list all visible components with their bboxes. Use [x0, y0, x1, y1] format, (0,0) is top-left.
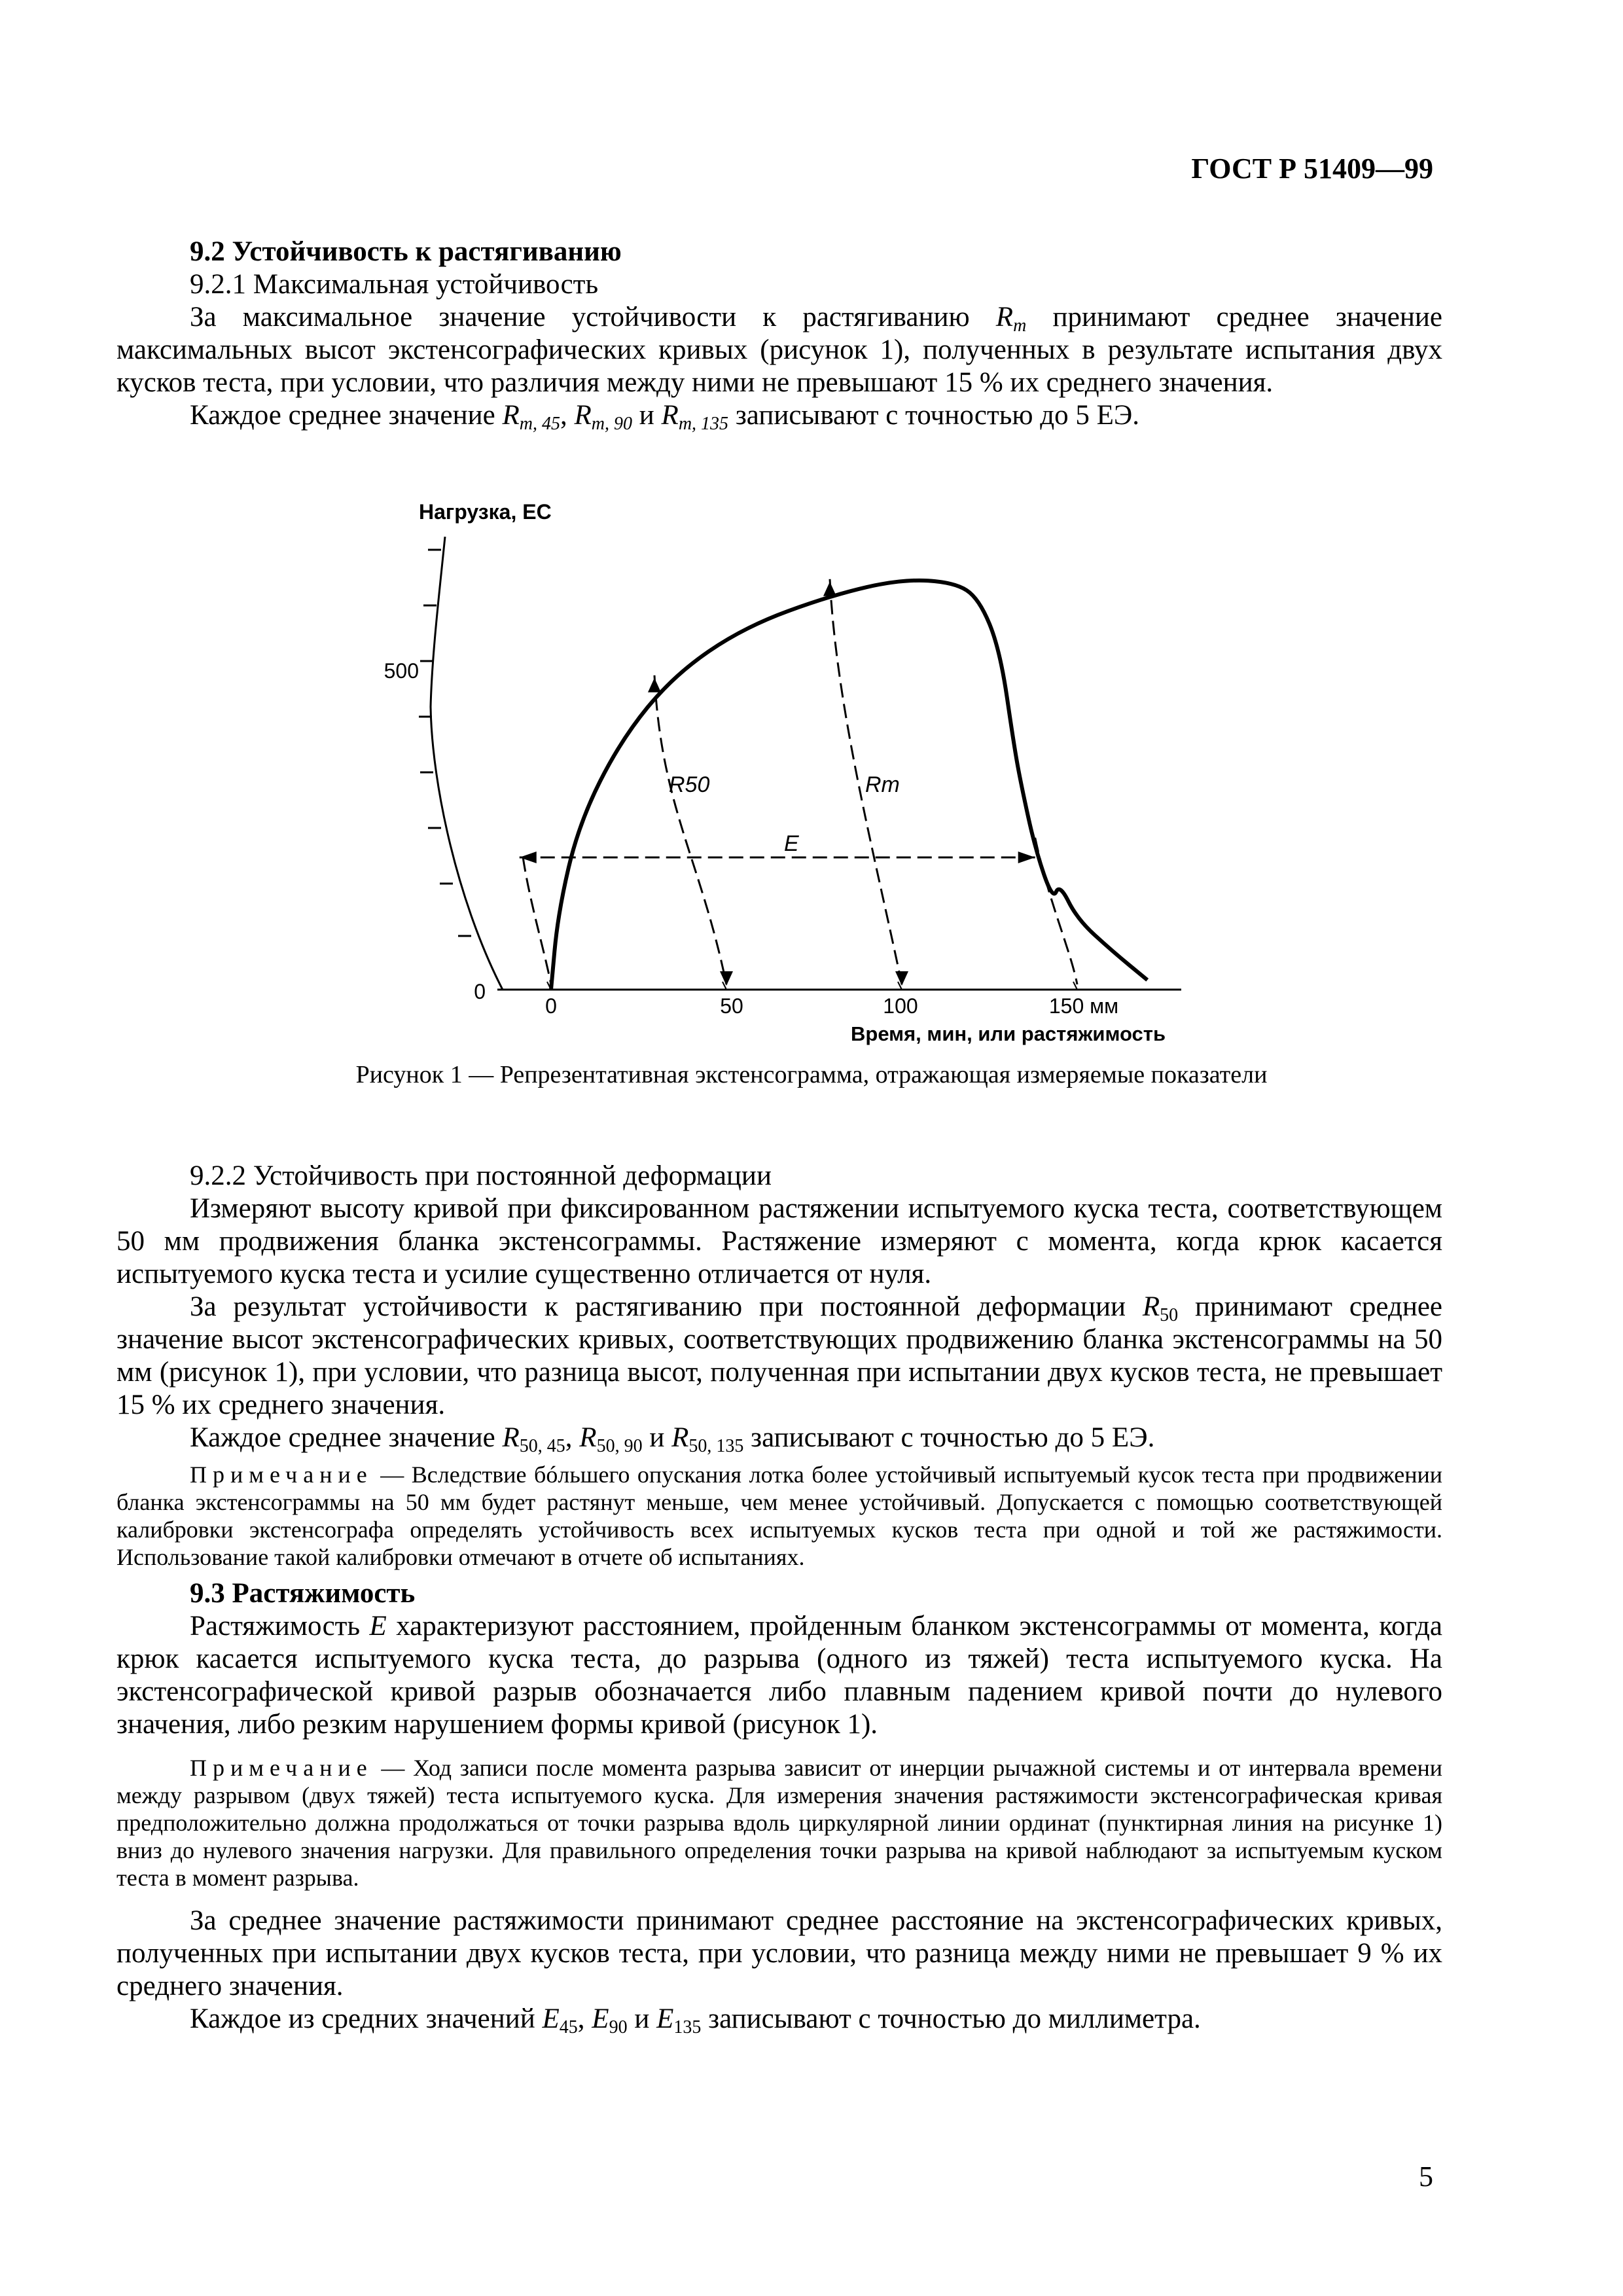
extensogram-figure	[0, 0, 1623, 1113]
r50-arrow-bottom	[720, 971, 733, 986]
y-axis	[431, 537, 503, 990]
paragraph-r50-result: За результат устойчивости к растягиванию при постоянной деформации $R_{50}$ принимают среднее значение высот экстенсографических кривых, соответствующих продвижению бланка экстенсограммы на 50 мм (рисунок 1), при условии, что разница высот, полученная при испытании двух кусков теста, не превышает 15 % их среднего значения.	[116, 1291, 1443, 1420]
chart-marks	[520, 579, 1147, 990]
paragraph-max-resistance: За максимальное значение устойчивости к растягиванию $R_m$ принимают среднее значение максимальных высот экстенсографических кривых (рисунок 1), полученных в результате испытания двух кусков теста, при условии, что различия между ними не превышают 15 % их среднего значения.	[116, 302, 1442, 398]
r50-ordinate-line	[654, 675, 726, 984]
y-tick-label-500: 500	[383, 659, 419, 683]
rm-arrow-top	[823, 582, 836, 596]
section-heading-9-2: 9.2 Устойчивость к растягиванию	[190, 236, 622, 267]
e-end-ordinate-line	[1035, 838, 1077, 984]
figure-caption: Рисунок 1 — Репрезентативная экстенсограмма, отражающая измеряемые показатели	[355, 1061, 1268, 1088]
y-axis-label: Нагрузка, ЕС	[419, 500, 552, 524]
e-start-ordinate-line	[523, 857, 551, 984]
e-arrow-right	[1018, 852, 1035, 863]
r50-arrow-top	[648, 678, 661, 692]
x-tick-label-50: 50	[720, 994, 743, 1018]
e-annotation: E	[784, 831, 799, 856]
paragraph-e-record: Каждое из средних значений $E_{45}$, $E_{90}$ и $E_{135}$ записывают с точностью до миллиметра.	[190, 2003, 1201, 2037]
paragraph-constant-deformation: Измеряют высоту кривой при фиксированном растяжении испытуемого куска теста, соответствующем 50 мм продвижения бланка экстенсограммы. Растяжение измеряют с момента, когда крюк касается испытуемого куска теста и усилие существенно отличается от нуля.	[116, 1193, 1442, 1289]
note-9-3: Примечание — Ход записи после момента разрыва зависит от инерции рычажной системы и от интервала времени между разрывом (двух тяжей) теста испытуемого куска. Для измерения значения растяжимости экстенсографическая кривая предположительно должна продолжаться от точки разрыва вдоль циркулярной линии ординат (пунктирная линия на рисунке 1) вниз до нулевого значения нагрузки. Для правильного определения точки разрыва на кривой наблюдают за испытуемым куском теста в момент разрыва.	[116, 1755, 1442, 1891]
chart-axes	[419, 537, 1181, 990]
section-9-2-2-and-9-3	[116, 1160, 1442, 2036]
section-heading-9-3: 9.3 Растяжимость	[190, 1578, 416, 1609]
note-9-2-2: Примечание — Вследствие бóльшего опускания лотка более устойчивый испытуемый кусок теста при продвижении бланка экстенсограммы на 50 мм будет растянут меньше, чем менее устойчивый. Допускается с помощью соответствующей калибровки экстенсографа определять устойчивость всех испытуемых кусков теста при одной и той же растяжимости. Использование такой калибровки отмечают в отчете об испытаниях.	[116, 1462, 1442, 1570]
paragraph-rm-record: Каждое среднее значение $R_{m, 45}$, $R_{m, 90}$ и $R_{m, 135}$ записывают с точностью до 5 ЕЭ.	[190, 400, 1140, 434]
x-tick-label-100: 100	[883, 994, 918, 1018]
extensogram-curve	[551, 581, 1147, 990]
e-arrow-left	[520, 852, 537, 863]
paragraph-mean-extensibility: За среднее значение растяжимости принимают среднее расстояние на экстенсографических кривых, полученных при испытании двух кусков теста, при условии, что разница между ними не превышает 9 % их среднего значения.	[116, 1905, 1442, 2001]
subsection-title-9-2-2: 9.2.2 Устойчивость при постоянной деформации	[190, 1160, 772, 1191]
r50-annotation: R50	[669, 772, 710, 797]
rm-arrow-bottom	[895, 971, 908, 986]
x-tick-label-0: 0	[545, 994, 557, 1018]
paragraph-extensibility: Растяжимость E характеризуют расстоянием, пройденным бланком экстенсограммы от момента, когда крюк касается испытуемого куска теста, до разрыва (одного из тяжей) теста испытуемого куска. На экстенсографической кривой разрыв обозначается либо плавным падением кривой почти до нулевого значения, либо резким нарушением формы кривой (рисунок 1).	[116, 1611, 1442, 1740]
page-number: 5	[1419, 2161, 1433, 2193]
paragraph-r50-record: Каждое среднее значение $R_{50, 45}$, $R_{50, 90}$ и $R_{50, 135}$ записывают с точностью до 5 ЕЭ.	[190, 1422, 1155, 1456]
subsection-title-9-2-1: 9.2.1 Максимальная устойчивость	[190, 269, 599, 300]
x-axis-label: Время, мин, или растяжимость	[851, 1022, 1166, 1045]
x-tick-label-150: 150 мм	[1048, 994, 1119, 1018]
document-code: ГОСТ Р 51409—99	[1191, 152, 1433, 185]
y-tick-label-0: 0	[474, 980, 486, 1003]
rm-annotation: Rm	[865, 772, 900, 797]
